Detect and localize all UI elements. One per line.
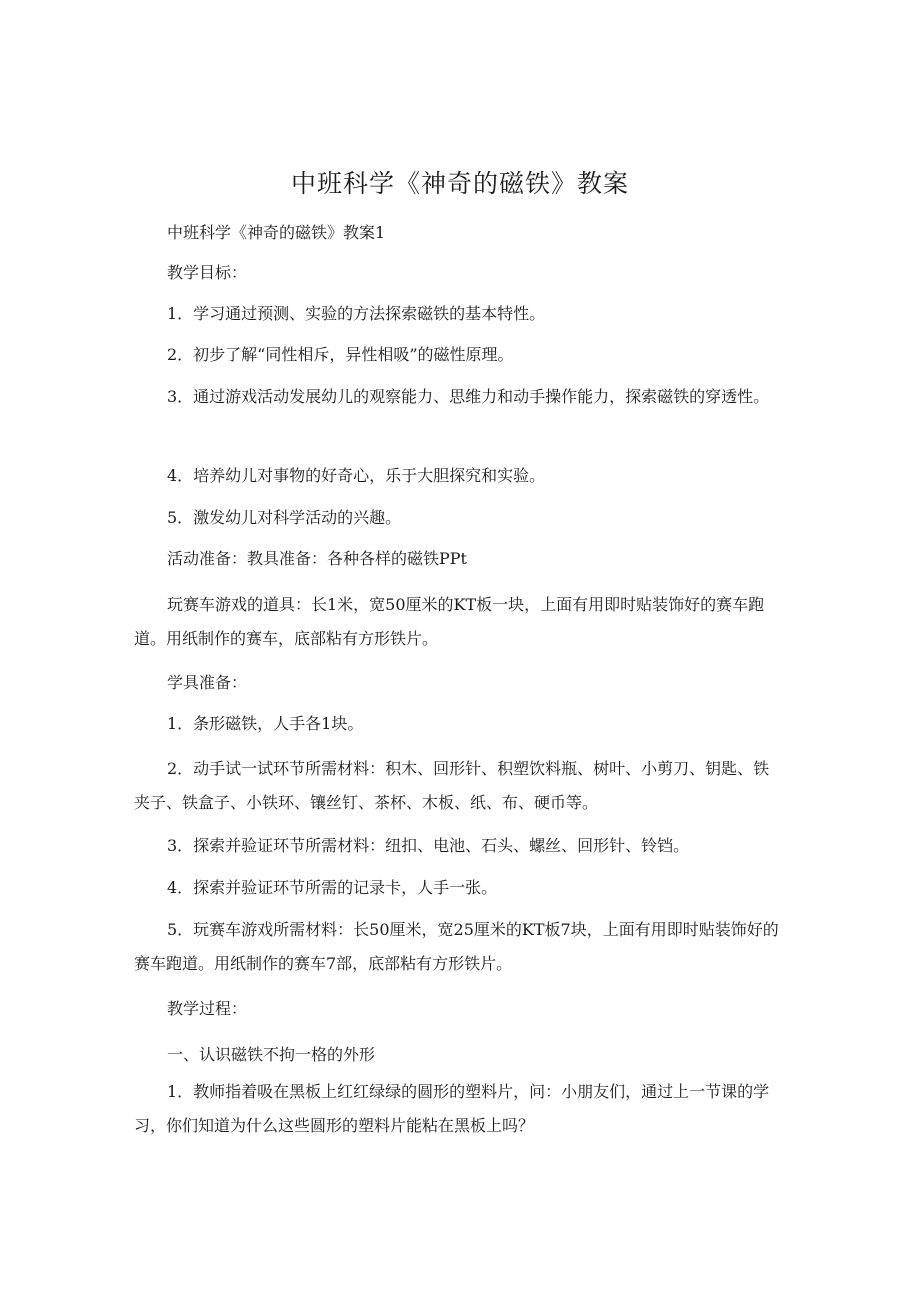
goal-item-2: 2．初步了解“同性相斥，异性相吸”的磁性原理。: [167, 345, 514, 364]
activity-preparation: 活动准备：教具准备：各种各样的磁铁PPt: [167, 549, 467, 568]
section-heading-goals: 教学目标：: [167, 263, 248, 282]
material-item-3: 3．探索并验证环节所需材料：纽扣、电池、石头、螺丝、回形针、铃铛。: [167, 836, 690, 855]
goal-item-1: 1．学习通过预测、实验的方法探索磁铁的基本特性。: [167, 304, 546, 323]
goal-item-5: 5．激发幼儿对科学活动的兴趣。: [167, 508, 402, 527]
material-item-5: 5．玩赛车游戏所需材料：长50厘米，宽25厘米的KT板7块，上面有用即时贴装饰好的赛车跑道。用纸制作的赛车7部，底部粘有方形铁片。: [134, 920, 779, 973]
document-title: 中班科学《神奇的磁铁》教案: [290, 169, 629, 198]
material-item-1: 1．条形磁铁，人手各1块。: [167, 714, 364, 733]
lesson-heading: 中班科学《神奇的磁铁》教案1: [167, 223, 386, 242]
material-item-2: 2．动手试一试环节所需材料：积木、回形针、积塑饮料瓶、树叶、小剪刀、钥匙、铁夹子、铁盒子、小铁环、镶丝钉、茶杯、木板、纸、布、硬币等。: [134, 759, 770, 812]
process-step-heading-1: 一、认识磁铁不拘一格的外形: [167, 1045, 376, 1064]
material-item-4: 4．探索并验证环节所需的记录卡，人手一张。: [167, 878, 498, 897]
section-heading-process: 教学过程：: [167, 999, 248, 1018]
goal-item-3: 3．通过游戏活动发展幼儿的观察能力、思维力和动手操作能力，探索磁铁的穿透性。: [167, 387, 770, 406]
section-heading-materials: 学具准备：: [167, 673, 248, 692]
race-game-props: 玩赛车游戏的道具：长1米，宽50厘米的KT板一块，上面有用即时贴装饰好的赛车跑道。用纸制作的赛车，底部粘有方形铁片。: [134, 595, 765, 648]
goal-item-4: 4．培养幼儿对事物的好奇心，乐于大胆探究和实验。: [167, 466, 546, 485]
process-item-1: 1．教师指着吸在黑板上红红绿绿的圆形的塑料片，问：小朋友们，通过上一节课的学习，你们知道为什么这些圆形的塑料片能粘在黑板上吗？: [134, 1082, 770, 1135]
